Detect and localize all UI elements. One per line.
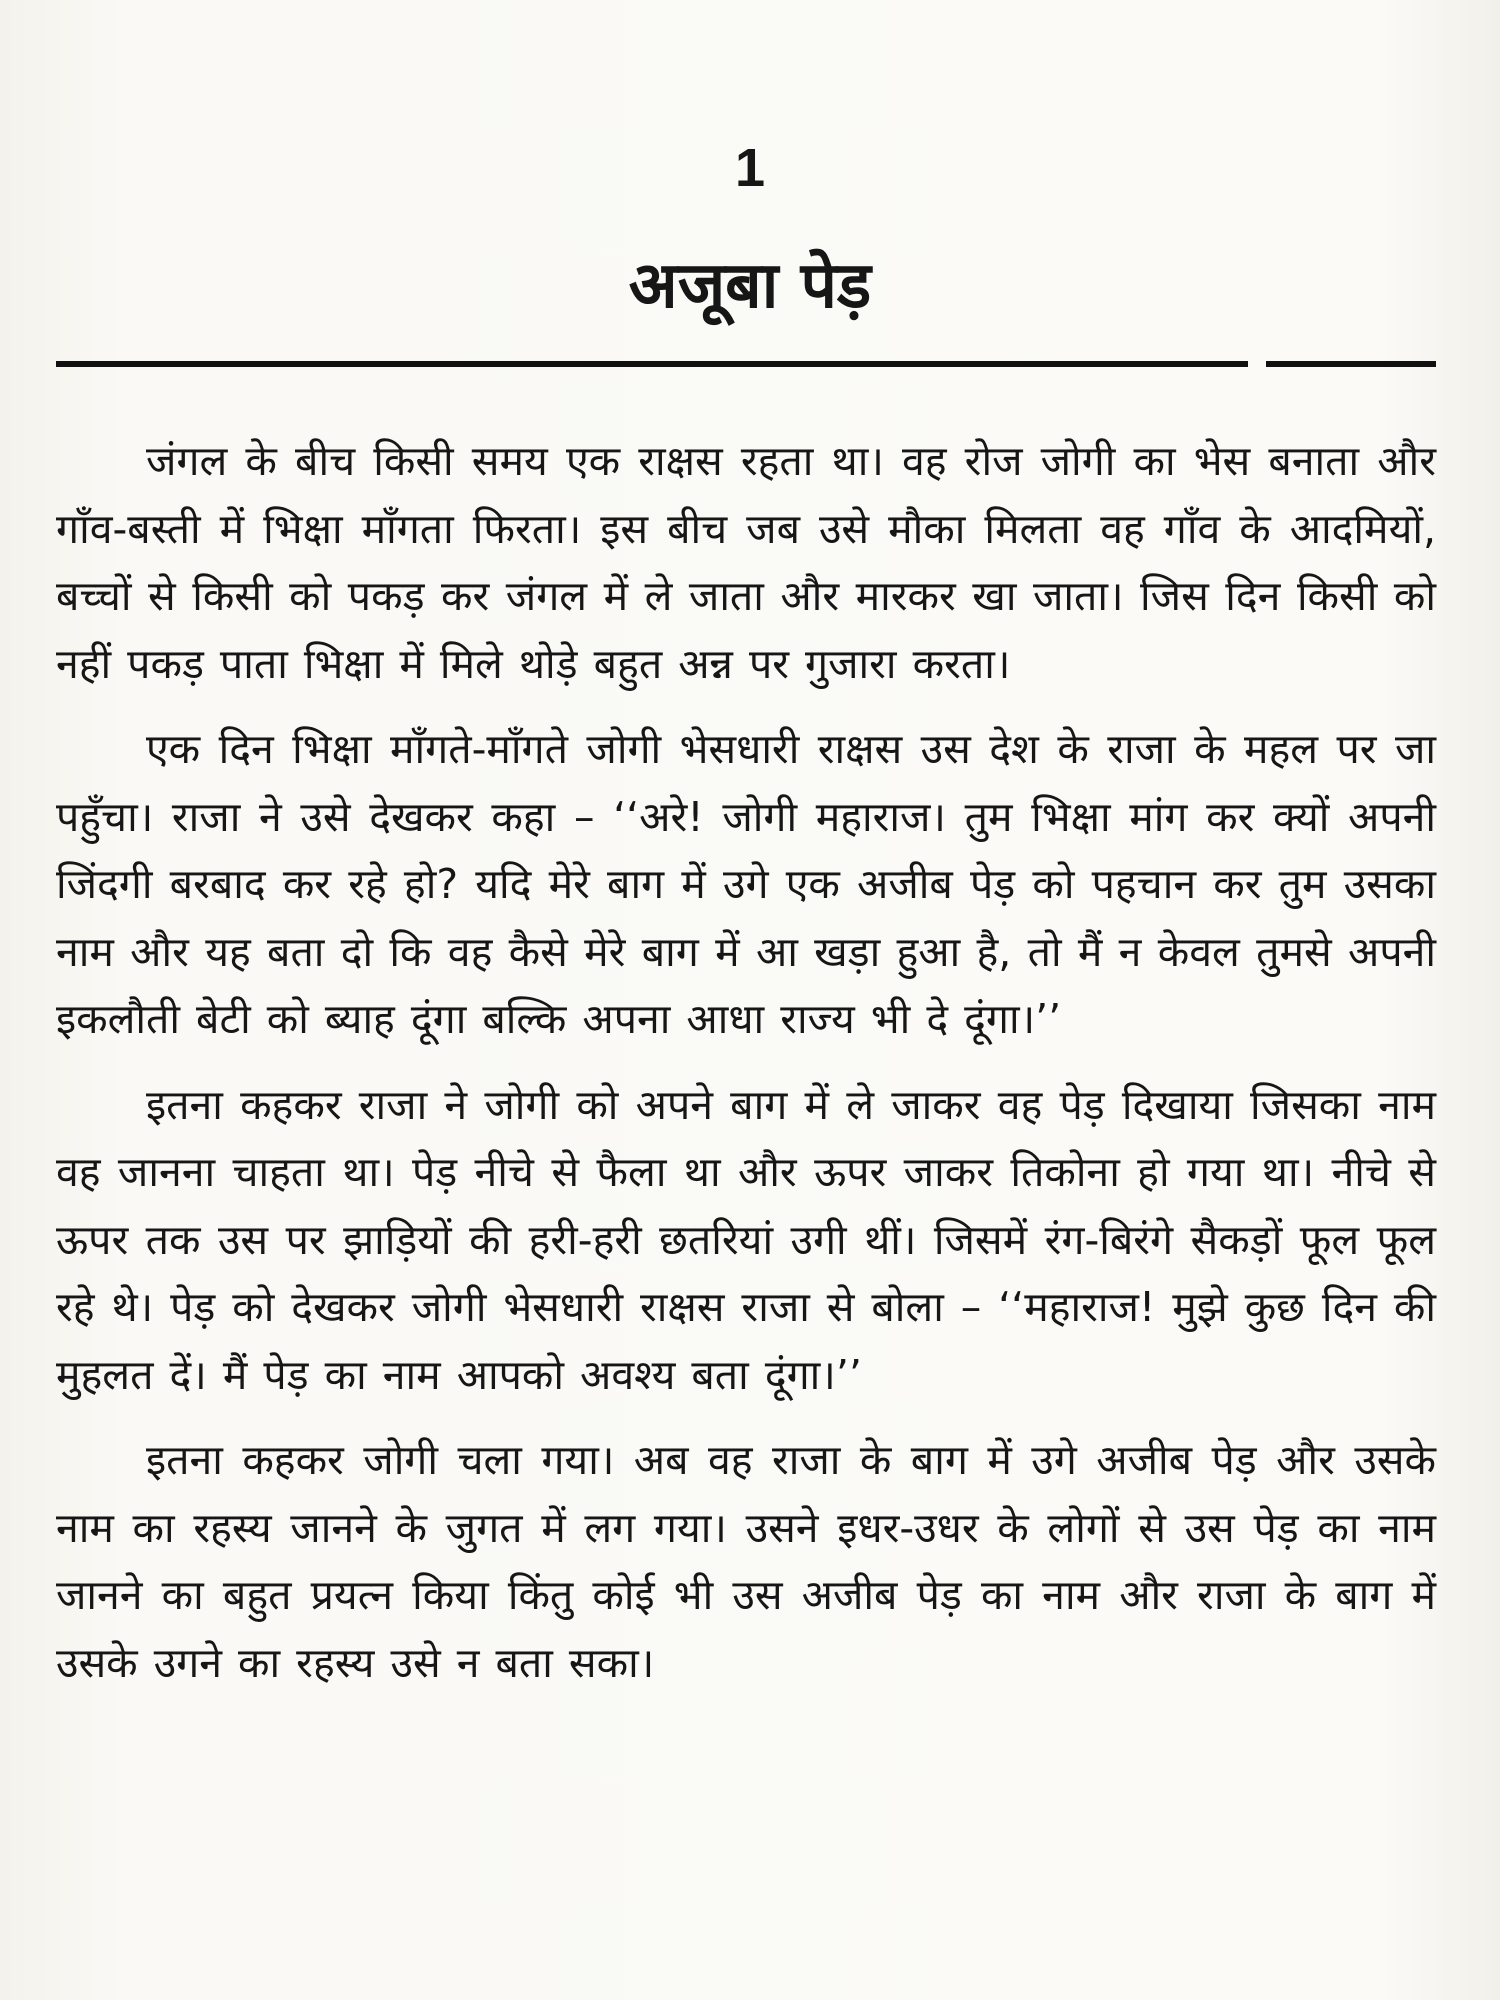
chapter-title: अजूबा पेड़ <box>628 249 872 323</box>
paragraph-2: एक दिन भिक्षा माँगते-माँगते जोगी भेसधारी राक्षस उस देश के राजा के महल पर जा पहुँचा। राजा ने उसे देखकर कहा – ‘‘अरे! जोगी महाराज। तुम भिक्षा मांग कर क्यों अपनी जिंदगी बरबाद कर रहे हो? यदि मेरे बाग में उगे एक अजीब पेड़ को पहचान कर तुम उसका नाम और यह बता दो कि वह कैसे मेरे बाग में आ खड़ा हुआ है, तो मैं न केवल तुमसे अपनी इकलौती बेटी को ब्याह दूंगा बल्कि अपना आधा राज्य भी दे दूंगा।’’ <box>56 725 1436 1043</box>
title-divider-tail <box>1266 361 1436 367</box>
paragraph-1: जंगल के बीच किसी समय एक राक्षस रहता था। वह रोज जोगी का भेस बनाता और गाँव-बस्ती में भिक्षा माँगता फिरता। इस बीच जब उसे मौका मिलता वह गाँव के आदमियों, बच्चों से किसी को पकड़ कर जंगल में ले जाता और मारकर खा जाता। जिस दिन किसी को नहीं पकड़ पाता भिक्षा में मिले थोड़े बहुत अन्न पर गुजारा करता। <box>56 437 1436 688</box>
chapter-body <box>56 428 1436 1715</box>
title-divider <box>56 361 1248 367</box>
chapter-number: 1 <box>734 138 766 198</box>
paragraph-4: इतना कहकर जोगी चला गया। अब वह राजा के बाग में उगे अजीब पेड़ और उसके नाम का रहस्य जानने के जुगत में लग गया। उसने इधर-उधर के लोगों से उस पेड़ का नाम जानने का बहुत प्रयत्न किया किंतु कोई भी उस अजीब पेड़ का नाम और राजा के बाग में उसके उगने का रहस्य उसे न बता सका। <box>56 1436 1436 1687</box>
paragraph-3: इतना कहकर राजा ने जोगी को अपने बाग में ले जाकर वह पेड़ दिखाया जिसका नाम वह जानना चाहता था। पेड़ नीचे से फैला था और ऊपर जाकर तिकोना हो गया था। नीचे से ऊपर तक उस पर झाड़ियों की हरी-हरी छतरियां उगी थीं। जिसमें रंग-बिरंगे सैकड़ों फूल फूल रहे थे। पेड़ को देखकर जोगी भेसधारी राक्षस राजा से बोला – ‘‘महाराज! मुझे कुछ दिन की मुहलत दें। मैं पेड़ का नाम आपको अवश्य बता दूंगा।’’ <box>56 1080 1436 1399</box>
